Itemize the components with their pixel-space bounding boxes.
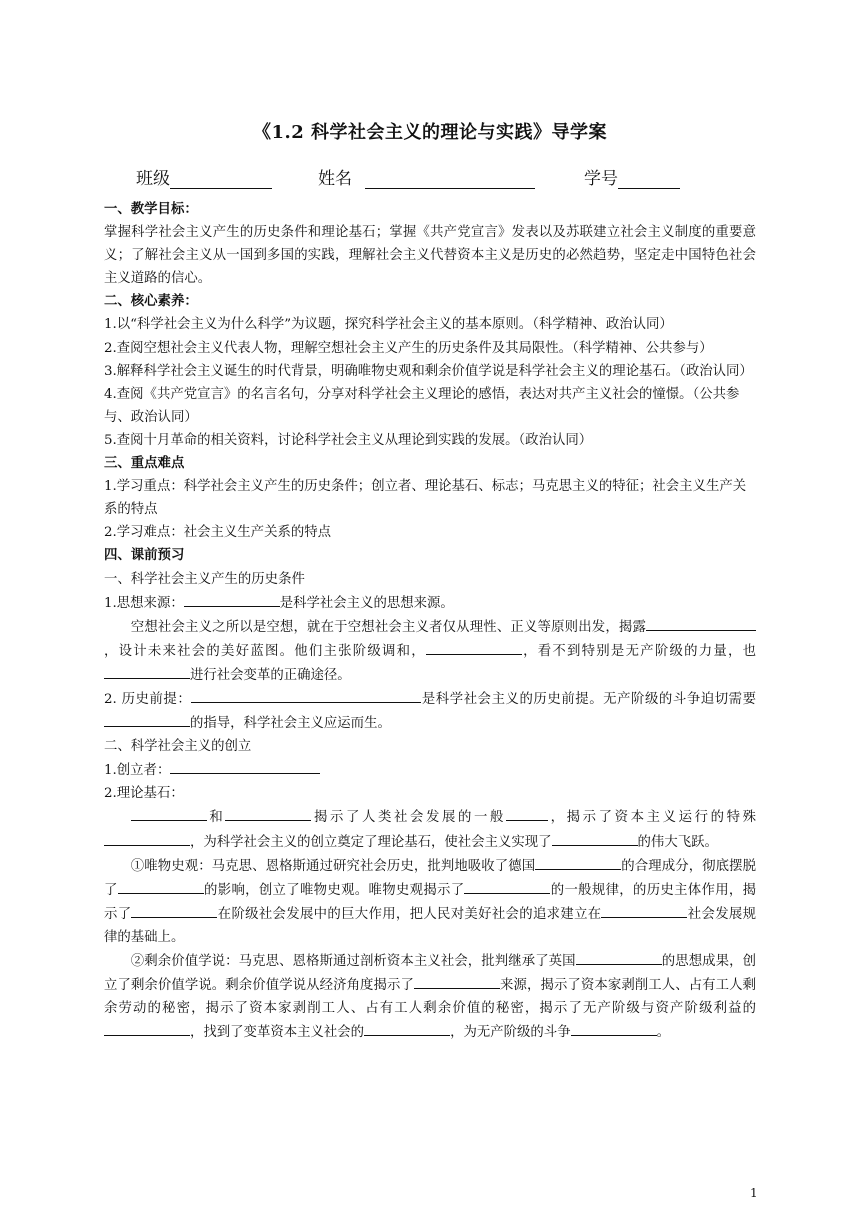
answer-blank[interactable]: [104, 830, 190, 846]
answer-blank[interactable]: [131, 902, 217, 918]
class-field: [136, 164, 272, 189]
paragraph-theory: [104, 805, 756, 853]
question-text: 2. 历史前提：: [104, 691, 192, 707]
question-text: 的指导，科学社会主义应运而生。: [190, 716, 391, 732]
paragraph-text: ，设计未来社会的美好蓝图。他们主张阶级调和，: [104, 643, 426, 659]
paragraph-text: 进行社会变革的正确途径。: [190, 667, 351, 683]
answer-blank[interactable]: [104, 1020, 190, 1036]
answer-blank[interactable]: [646, 615, 756, 631]
question-2: [104, 687, 756, 735]
paragraph-text: 的合理成分，彻底摆脱了: [104, 858, 757, 898]
question-founders: [104, 758, 756, 782]
document-body: [104, 198, 756, 1044]
answer-blank[interactable]: [426, 639, 522, 655]
paragraph-text: ，找到了变革资本主义社会的: [190, 1025, 365, 1041]
paragraph-text: ，为科学社会主义的创立奠定了理论基石，使社会主义实现了: [190, 834, 552, 850]
competency-item: 3.解释科学社会主义诞生的时代背景，明确唯物史观和剩余价值学说是科学社会主义的理论基石。（政治认同）: [104, 363, 753, 379]
answer-blank[interactable]: [170, 758, 320, 774]
paragraph-text: ，为无产阶级的斗争: [450, 1025, 571, 1041]
name-blank[interactable]: [365, 170, 535, 189]
paragraph-surplus-value: [104, 949, 756, 1044]
answer-blank[interactable]: [601, 902, 687, 918]
section-heading-preview: 四、课前预习: [104, 547, 185, 564]
competency-item: 2.查阅空想社会主义代表人物，理解空想社会主义产生的历史条件及其局限性。（科学精神、公共参与）: [104, 340, 713, 356]
competency-item: 4.查阅《共产党宣言》的名言名句，分享对科学社会主义理论的感悟，表达对共产主义社会的憧憬。（公共参与、政治认同）: [104, 386, 740, 425]
key-point-item: 1.学习重点：科学社会主义产生的历史条件；创立者、理论基石、标志；马克思主义的特征；社会主义生产关系的特点: [104, 479, 747, 518]
answer-blank[interactable]: [191, 687, 421, 703]
question-text: 1.思想来源：: [104, 595, 184, 611]
subsection-heading: 一、科学社会主义产生的历史条件: [104, 571, 305, 587]
paragraph-text: 在阶级社会发展中的巨大作用，把人民对美好社会的追求建立在: [217, 906, 602, 922]
paragraph-text: 的思想成果，创立了剩余价值学说。剩余价值学说从经济角度揭示了: [104, 954, 757, 994]
paragraph-text: ，揭示了资本主义运行的特殊: [548, 810, 757, 826]
paragraph-text: 和: [206, 810, 226, 826]
paragraph-utopian: [104, 615, 756, 687]
student-info-row: [0, 164, 860, 188]
paragraph-text: 社会发展规律的基础上。: [104, 906, 757, 945]
answer-blank[interactable]: [118, 878, 204, 894]
key-point-item: 2.学习难点：社会主义生产关系的特点: [104, 525, 332, 541]
paragraph-text: 揭示了人类社会发展的一般: [311, 810, 507, 826]
paragraph-text: 来源，揭示了资本家剥削工人、占有工人剩余劳动的秘密，揭示了资本家剥削工人、占有工人剩余价值的秘密，揭示了无产阶级与资产阶级利益的: [104, 978, 756, 1017]
answer-blank[interactable]: [464, 878, 550, 894]
answer-blank[interactable]: [576, 949, 662, 965]
answer-blank[interactable]: [104, 711, 190, 727]
answer-blank[interactable]: [131, 805, 207, 821]
answer-blank[interactable]: [414, 973, 500, 989]
section-heading-key-points: 三、重点难点: [104, 455, 185, 472]
paragraph-text: ②剩余价值学说：马克思、恩格斯通过剖析资本主义社会，批判继承了英国: [130, 954, 576, 969]
name-field: [318, 164, 535, 189]
paragraph-text: ①唯物史观：马克思、恩格斯通过研究社会历史，批判地吸收了德国: [130, 858, 536, 874]
page-number: 1: [750, 1186, 758, 1200]
question-text: 是科学社会主义的思想来源。: [279, 595, 454, 611]
question-theory-basis: 2.理论基石：: [104, 786, 184, 802]
answer-blank[interactable]: [506, 805, 548, 821]
paragraph-text: 的历史主体作用，揭示了: [104, 882, 757, 922]
student-id-field: [584, 164, 680, 189]
class-blank[interactable]: [170, 170, 272, 189]
student-id-blank[interactable]: [618, 170, 680, 189]
name-label: 姓名: [318, 169, 352, 189]
objectives-text: 掌握科学社会主义产生的历史条件和理论基石；掌握《共产党宣言》发表以及苏联建立社会主义制度的重要意义；了解社会主义从一国到多国的实践，理解社会主义代替资本主义是历史的必然趋势，坚定走中国特色社会主义道路的信心。: [104, 225, 756, 287]
paragraph-text: 的一般规律，: [550, 882, 633, 898]
question-text: 是科学社会主义的历史前提。无产阶级的斗争迫切需要: [421, 691, 756, 707]
paragraph-text: 的影响，创立了唯物史观。唯物史观揭示了: [203, 882, 465, 898]
answer-blank[interactable]: [225, 805, 311, 821]
question-text: 1.创立者：: [104, 763, 171, 779]
answer-blank[interactable]: [184, 591, 280, 607]
competency-item: 1.以“科学社会主义为什么科学”为议题，探究科学社会主义的基本原则。（科学精神、政治认同）: [104, 317, 673, 333]
paragraph-text: 。: [656, 1025, 670, 1041]
document-title: 《1.2 科学社会主义的理论与实践》导学案: [252, 122, 608, 143]
section-heading-objectives: 一、教学目标：: [104, 201, 198, 217]
answer-blank[interactable]: [104, 663, 190, 679]
answer-blank[interactable]: [552, 830, 638, 846]
section-heading-core-competencies: 二、核心素养：: [104, 293, 198, 310]
answer-blank[interactable]: [535, 854, 621, 870]
paragraph-text: 空想社会主义之所以是空想，就在于空想社会主义者仅从理性、正义等原则出发，揭露: [130, 619, 646, 635]
answer-blank[interactable]: [364, 1020, 450, 1036]
student-id-label: 学号: [584, 169, 618, 189]
question-1: [104, 591, 756, 615]
paragraph-historical-materialism: [104, 854, 756, 949]
competency-item: 5.查阅十月革命的相关资料，讨论科学社会主义从理论到实践的发展。（政治认同）: [104, 432, 593, 448]
answer-blank[interactable]: [571, 1020, 657, 1036]
class-label: 班级: [136, 169, 170, 189]
subsection-heading: 二、科学社会主义的创立: [104, 739, 252, 755]
paragraph-text: ，看不到特别是无产阶级的力量，也: [521, 643, 757, 659]
paragraph-text: 的伟大飞跃。: [637, 834, 718, 850]
